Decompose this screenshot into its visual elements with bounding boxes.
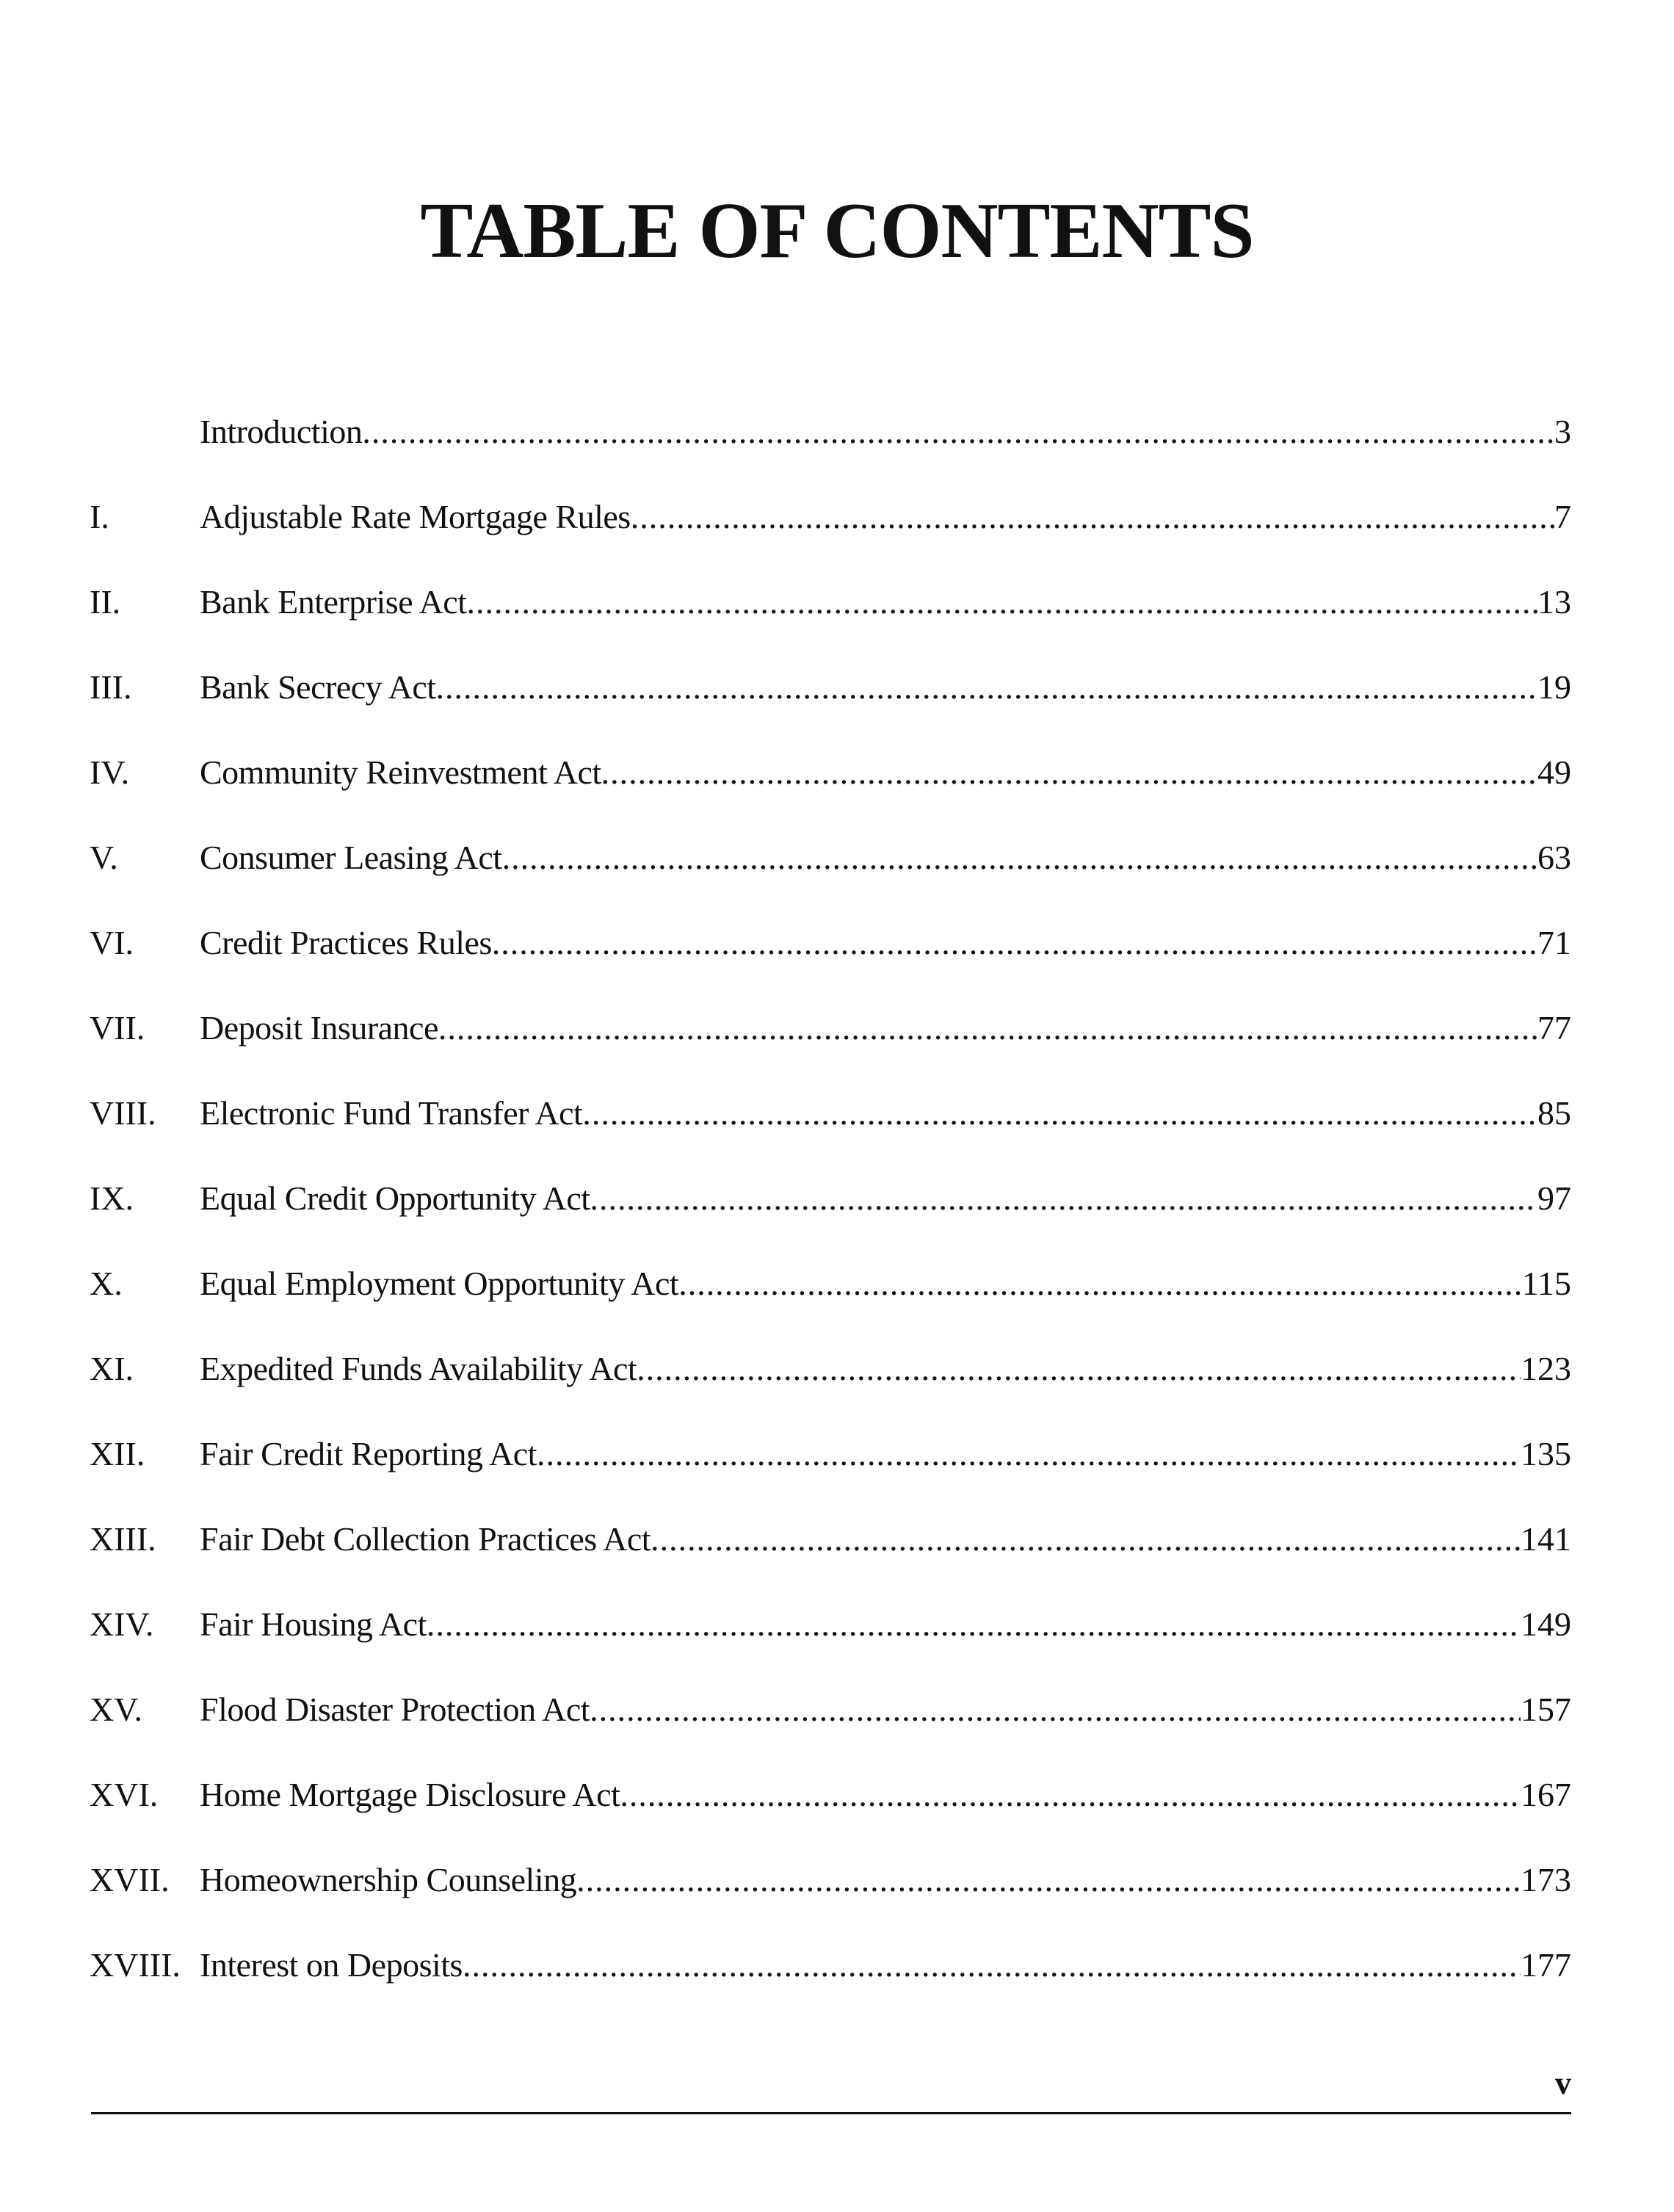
toc-page-number[interactable]: 115: [1521, 1265, 1571, 1302]
toc-row[interactable]: [90, 1771, 1571, 1856]
toc-page-number[interactable]: 85: [1537, 1094, 1571, 1132]
toc-label[interactable]: Equal Employment Opportunity Act: [200, 1265, 679, 1302]
toc-entry: [200, 1771, 1571, 1819]
toc-label[interactable]: Expedited Funds Availability Act: [200, 1350, 637, 1387]
dot-leader: [362, 408, 1554, 456]
toc-entry: [200, 1856, 1571, 1904]
toc-entry: [200, 834, 1571, 882]
dot-leader: [427, 1600, 1521, 1649]
toc-entry: [200, 408, 1571, 456]
toc-row[interactable]: [90, 919, 1571, 1004]
toc-entry: [200, 1089, 1571, 1138]
toc-label[interactable]: Introduction: [200, 413, 363, 450]
toc-label[interactable]: Deposit Insurance: [200, 1009, 438, 1047]
page-title: TABLE OF CONTENTS: [420, 187, 1254, 275]
toc-row[interactable]: [90, 1174, 1571, 1259]
toc-page-number[interactable]: 157: [1521, 1691, 1571, 1728]
toc-row[interactable]: [90, 1941, 1571, 2026]
dot-leader: [590, 1685, 1521, 1734]
toc-entry: [200, 1259, 1571, 1308]
toc-label[interactable]: Fair Housing Act: [200, 1605, 427, 1643]
dot-leader: [436, 663, 1537, 712]
toc-row[interactable]: [90, 1259, 1571, 1345]
toc-page-number[interactable]: 149: [1521, 1605, 1571, 1643]
toc-page-number[interactable]: 77: [1537, 1009, 1571, 1047]
toc-page-number[interactable]: 141: [1521, 1520, 1571, 1558]
dot-leader: [582, 1089, 1537, 1138]
toc-row[interactable]: [90, 1345, 1571, 1430]
toc-label[interactable]: Electronic Fund Transfer Act: [200, 1094, 583, 1132]
toc-entry: [200, 493, 1571, 541]
toc-number: XIII.: [90, 1520, 156, 1558]
toc-entry: [200, 663, 1571, 712]
toc-page-number[interactable]: 97: [1537, 1179, 1571, 1217]
toc-number: XVII.: [90, 1861, 170, 1898]
toc-entry: [200, 748, 1571, 797]
toc-page-number[interactable]: 63: [1537, 839, 1571, 876]
dot-leader: [492, 919, 1537, 967]
toc-row[interactable]: [90, 1685, 1571, 1771]
toc-label[interactable]: Equal Credit Opportunity Act: [200, 1179, 590, 1217]
toc-page-number[interactable]: 19: [1537, 668, 1571, 706]
toc-entry: [200, 1174, 1571, 1223]
toc-row[interactable]: [90, 834, 1571, 919]
toc-number: XVI.: [90, 1776, 159, 1813]
toc-number: XVIII.: [90, 1946, 181, 1984]
dot-leader: [438, 1004, 1537, 1052]
toc-row[interactable]: [90, 1089, 1571, 1174]
toc-entry: [200, 1004, 1571, 1052]
toc-row[interactable]: [90, 493, 1571, 578]
toc-entry: [200, 1941, 1571, 1989]
dot-leader: [537, 1430, 1521, 1478]
toc-entry: [200, 1685, 1571, 1734]
toc-label[interactable]: Credit Practices Rules: [200, 924, 492, 961]
toc-number: VIII.: [90, 1094, 156, 1132]
footer-divider: [91, 2112, 1571, 2114]
toc-entry: [200, 1345, 1571, 1393]
toc-entry: [200, 1600, 1571, 1649]
dot-leader: [576, 1856, 1521, 1904]
dot-leader: [631, 493, 1554, 541]
toc-label[interactable]: Interest on Deposits: [200, 1946, 463, 1984]
toc-number: IV.: [90, 753, 130, 791]
toc-label[interactable]: Homeownership Counseling: [200, 1861, 577, 1898]
toc-page-number[interactable]: 49: [1537, 753, 1571, 791]
toc-entry: [200, 1515, 1571, 1564]
toc-row[interactable]: [90, 663, 1571, 748]
toc-number: I.: [90, 498, 109, 535]
toc-row[interactable]: [90, 1430, 1571, 1515]
toc-number: XI.: [90, 1350, 134, 1387]
toc-page-number[interactable]: 7: [1554, 498, 1571, 535]
toc-row[interactable]: [90, 578, 1571, 663]
toc-number: XII.: [90, 1435, 145, 1472]
toc-row[interactable]: [90, 1004, 1571, 1089]
toc-number: V.: [90, 839, 118, 876]
toc-label[interactable]: Home Mortgage Disclosure Act: [200, 1776, 620, 1813]
toc-label[interactable]: Adjustable Rate Mortgage Rules: [200, 498, 631, 535]
dot-leader: [651, 1515, 1521, 1564]
dot-leader: [620, 1771, 1521, 1819]
toc-number: VI.: [90, 924, 134, 961]
toc-number: XV.: [90, 1691, 143, 1728]
toc-entry: [200, 578, 1571, 626]
dot-leader: [637, 1345, 1521, 1393]
toc-entry: [200, 919, 1571, 967]
toc-page-number[interactable]: 135: [1521, 1435, 1571, 1472]
toc-row[interactable]: [90, 408, 1571, 493]
toc-page-number[interactable]: 123: [1521, 1350, 1571, 1387]
table-of-contents: [90, 408, 1571, 2026]
toc-number: VII.: [90, 1009, 145, 1047]
toc-page-number[interactable]: 13: [1537, 583, 1571, 621]
toc-number: XIV.: [90, 1605, 154, 1643]
dot-leader: [601, 748, 1537, 797]
toc-row[interactable]: [90, 1515, 1571, 1600]
toc-page-number[interactable]: 167: [1521, 1776, 1571, 1813]
toc-row[interactable]: [90, 748, 1571, 834]
toc-label[interactable]: Bank Secrecy Act: [200, 668, 436, 706]
toc-label[interactable]: Consumer Leasing Act: [200, 839, 502, 876]
toc-page-number[interactable]: 3: [1554, 413, 1571, 450]
dot-leader: [467, 578, 1537, 626]
dot-leader: [678, 1259, 1522, 1308]
toc-entry: [200, 1430, 1571, 1478]
toc-label[interactable]: Fair Credit Reporting Act: [200, 1435, 537, 1472]
toc-number: II.: [90, 583, 121, 621]
dot-leader: [590, 1174, 1537, 1223]
toc-label[interactable]: Fair Debt Collection Practices Act: [200, 1520, 651, 1558]
dot-leader: [502, 834, 1537, 882]
toc-number: III.: [90, 668, 132, 706]
toc-page-number[interactable]: 71: [1537, 924, 1571, 961]
toc-row[interactable]: [90, 1600, 1571, 1685]
toc-page-number[interactable]: 177: [1521, 1946, 1571, 1984]
toc-label[interactable]: Flood Disaster Protection Act: [200, 1691, 590, 1728]
toc-number: IX.: [90, 1179, 134, 1217]
toc-page-number[interactable]: 173: [1521, 1861, 1571, 1898]
toc-row[interactable]: [90, 1856, 1571, 1941]
toc-label[interactable]: Community Reinvestment Act: [200, 753, 601, 791]
toc-number: X.: [90, 1265, 123, 1302]
dot-leader: [463, 1941, 1521, 1989]
toc-label[interactable]: Bank Enterprise Act: [200, 583, 467, 621]
footer-page-number: v: [1555, 2065, 1571, 2101]
